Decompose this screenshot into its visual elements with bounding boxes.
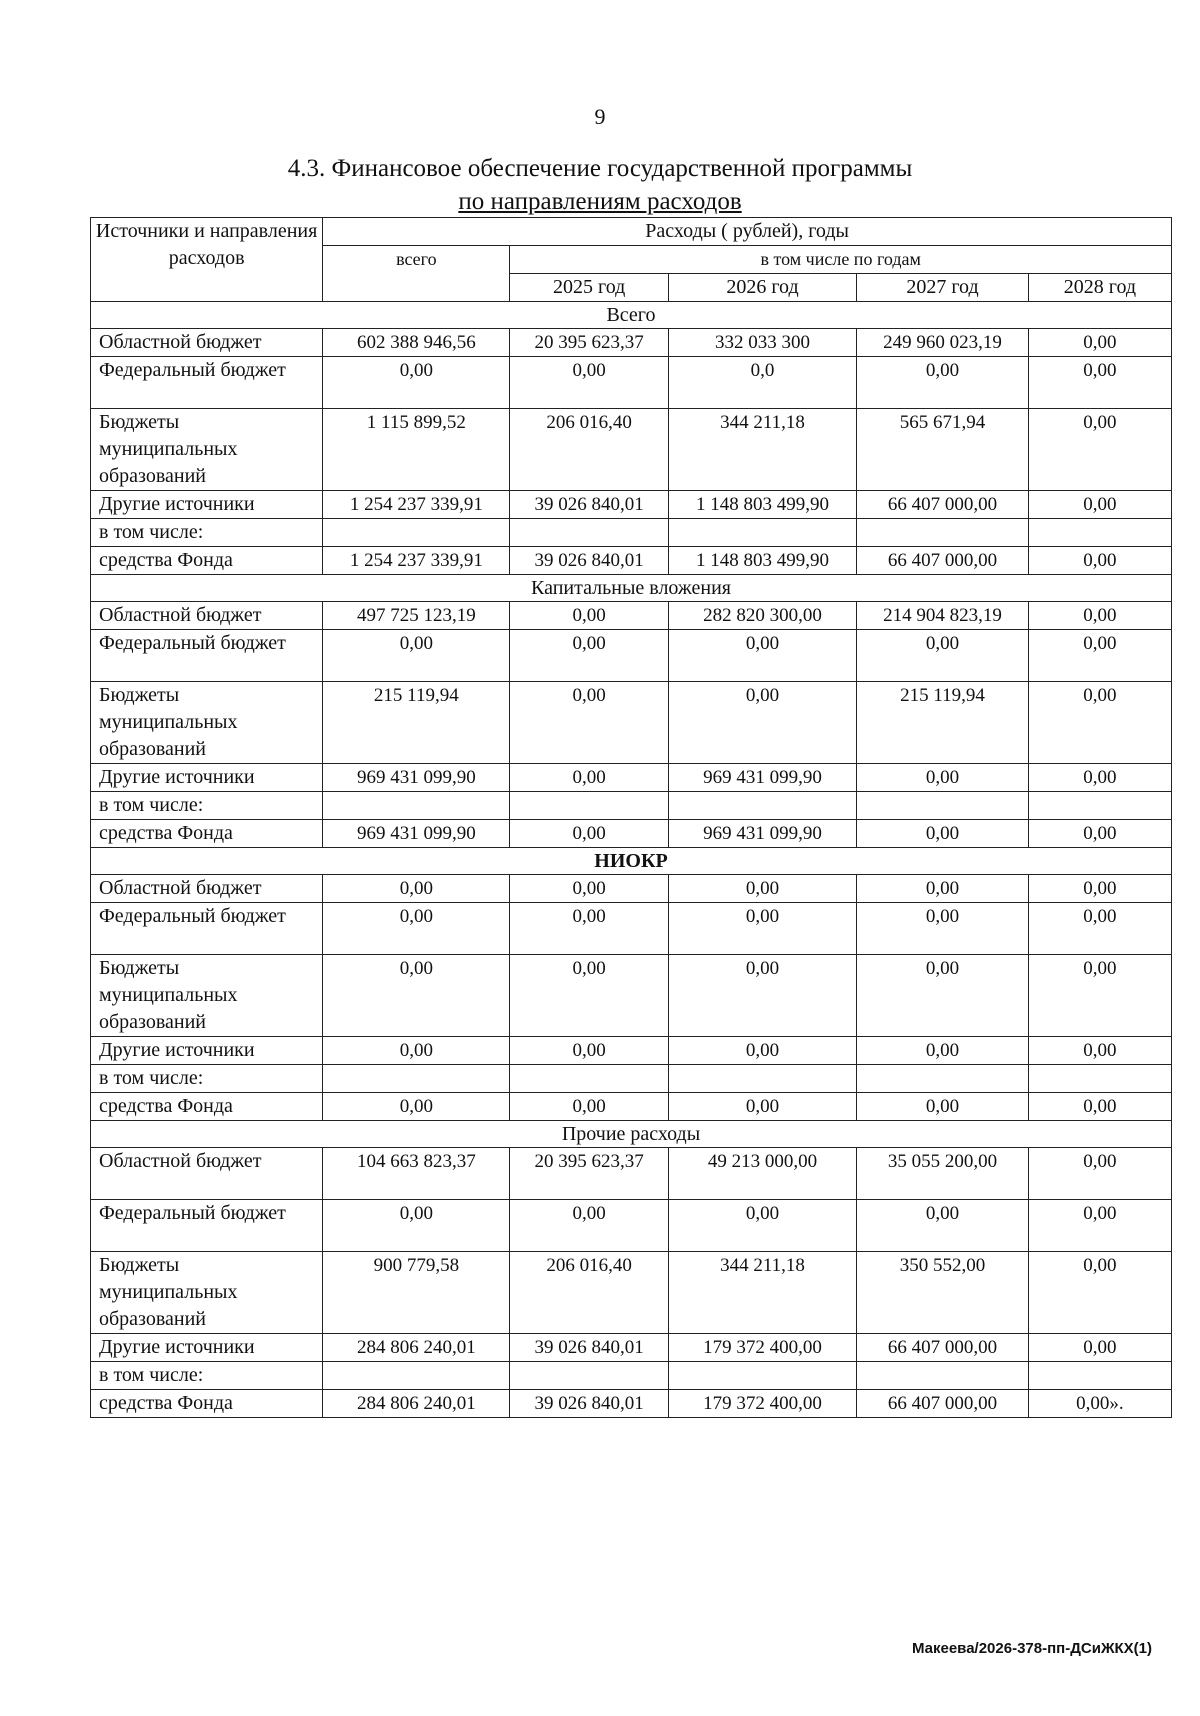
source-label: средства Фонда: [91, 820, 323, 848]
amount-cell: [323, 519, 510, 547]
amount-cell: 39 026 840,01: [510, 1334, 669, 1362]
header-sources: Источники и направления расходов: [91, 218, 323, 302]
source-label: в том числе:: [91, 519, 323, 547]
amount-cell: 0,00: [857, 820, 1029, 848]
amount-cell: 0,00: [668, 1037, 856, 1065]
source-label: Федеральный бюджет: [91, 1200, 323, 1252]
amount-cell: 0,00: [510, 1200, 669, 1252]
source-label: Федеральный бюджет: [91, 357, 323, 409]
amount-cell: 0,00: [323, 357, 510, 409]
table-row: [91, 1252, 1172, 1334]
amount-cell: [510, 792, 669, 820]
amount-cell: [510, 519, 669, 547]
amount-cell: 66 407 000,00: [857, 1390, 1029, 1418]
table-row: [91, 547, 1172, 575]
amount-cell: 602 388 946,56: [323, 329, 510, 357]
table-row: [91, 1065, 1172, 1093]
amount-cell: 179 372 400,00: [668, 1390, 856, 1418]
amount-cell: [1028, 519, 1171, 547]
amount-cell: 0,00: [1028, 875, 1171, 903]
amount-cell: 332 033 300: [668, 329, 856, 357]
source-label: Другие источники: [91, 764, 323, 792]
amount-cell: 0,00: [323, 875, 510, 903]
amount-cell: 0,00: [1028, 1037, 1171, 1065]
header-year: 2025 год: [510, 274, 669, 302]
source-label: в том числе:: [91, 1362, 323, 1390]
amount-cell: [323, 1362, 510, 1390]
amount-cell: 66 407 000,00: [857, 1334, 1029, 1362]
amount-cell: 0,00: [857, 357, 1029, 409]
amount-cell: 0,00: [1028, 1200, 1171, 1252]
amount-cell: 39 026 840,01: [510, 1390, 669, 1418]
amount-cell: 206 016,40: [510, 409, 669, 491]
source-label: Областной бюджет: [91, 875, 323, 903]
amount-cell: 0,00: [323, 1037, 510, 1065]
amount-cell: [323, 1065, 510, 1093]
amount-cell: 350 552,00: [857, 1252, 1029, 1334]
amount-cell: [1028, 1362, 1171, 1390]
table-body: [91, 302, 1172, 1418]
source-label: Областной бюджет: [91, 1148, 323, 1200]
table-row: [91, 820, 1172, 848]
table-row: [91, 491, 1172, 519]
table-row: [91, 357, 1172, 409]
amount-cell: [1028, 792, 1171, 820]
amount-cell: 66 407 000,00: [857, 491, 1029, 519]
amount-cell: 0,00: [857, 903, 1029, 955]
amount-cell: 0,00: [1028, 682, 1171, 764]
amount-cell: 969 431 099,90: [668, 820, 856, 848]
amount-cell: 0,00: [668, 1093, 856, 1121]
amount-cell: 0,00: [323, 630, 510, 682]
amount-cell: 0,00: [857, 875, 1029, 903]
amount-cell: [668, 792, 856, 820]
amount-cell: 969 431 099,90: [323, 764, 510, 792]
header-year: 2027 год: [857, 274, 1029, 302]
amount-cell: 0,00: [1028, 1252, 1171, 1334]
amount-cell: 0,00: [1028, 357, 1171, 409]
amount-cell: 35 055 200,00: [857, 1148, 1029, 1200]
page-number: 9: [594, 104, 606, 129]
table-row: [91, 682, 1172, 764]
section-title: Капитальные вложения: [91, 575, 1172, 602]
amount-cell: [857, 519, 1029, 547]
amount-cell: [668, 1362, 856, 1390]
amount-cell: 0,0: [668, 357, 856, 409]
table-row: [91, 875, 1172, 903]
amount-cell: 969 431 099,90: [323, 820, 510, 848]
source-label: средства Фонда: [91, 547, 323, 575]
section-title: НИОКР: [91, 848, 1172, 875]
amount-cell: 0,00: [510, 682, 669, 764]
amount-cell: 104 663 823,37: [323, 1148, 510, 1200]
amount-cell: 0,00: [323, 1093, 510, 1121]
amount-cell: 0,00: [510, 875, 669, 903]
amount-cell: [857, 792, 1029, 820]
section-header-row: [91, 302, 1172, 329]
amount-cell: 0,00: [857, 1037, 1029, 1065]
amount-cell: 0,00: [1028, 547, 1171, 575]
amount-cell: 0,00: [1028, 955, 1171, 1037]
source-label: Другие источники: [91, 1334, 323, 1362]
table-row: [91, 602, 1172, 630]
amount-cell: 344 211,18: [668, 1252, 856, 1334]
amount-cell: 0,00: [668, 630, 856, 682]
table-row: [91, 764, 1172, 792]
amount-cell: 0,00: [668, 875, 856, 903]
amount-cell: 249 960 023,19: [857, 329, 1029, 357]
table-row: [91, 409, 1172, 491]
section-title: Всего: [91, 302, 1172, 329]
amount-cell: 0,00: [857, 1200, 1029, 1252]
amount-cell: 20 395 623,37: [510, 329, 669, 357]
amount-cell: 1 148 803 499,90: [668, 491, 856, 519]
amount-cell: 1 254 237 339,91: [323, 547, 510, 575]
amount-cell: 0,00: [1028, 630, 1171, 682]
source-label: Областной бюджет: [91, 602, 323, 630]
source-label: Федеральный бюджет: [91, 903, 323, 955]
table-row: [91, 1362, 1172, 1390]
source-label: Бюджеты муниципальных образований: [91, 955, 323, 1037]
amount-cell: 969 431 099,90: [668, 764, 856, 792]
amount-cell: [510, 1362, 669, 1390]
amount-cell: 0,00: [1028, 491, 1171, 519]
section-header-row: [91, 1121, 1172, 1148]
amount-cell: 282 820 300,00: [668, 602, 856, 630]
amount-cell: 0,00: [668, 903, 856, 955]
amount-cell: [323, 792, 510, 820]
amount-cell: 0,00: [1028, 764, 1171, 792]
header-year: 2028 год: [1028, 274, 1171, 302]
amount-cell: [668, 1065, 856, 1093]
amount-cell: 0,00: [1028, 903, 1171, 955]
table-row: [91, 519, 1172, 547]
table-row: [91, 1037, 1172, 1065]
amount-cell: 0,00: [323, 955, 510, 1037]
table-row: [91, 329, 1172, 357]
source-label: Бюджеты муниципальных образований: [91, 1252, 323, 1334]
amount-cell: 0,00: [1028, 1093, 1171, 1121]
amount-cell: 1 115 899,52: [323, 409, 510, 491]
source-label: в том числе:: [91, 792, 323, 820]
amount-cell: 0,00: [510, 903, 669, 955]
source-label: средства Фонда: [91, 1093, 323, 1121]
header-by-years: в том числе по годам: [510, 246, 1172, 274]
amount-cell: 344 211,18: [668, 409, 856, 491]
amount-cell: 215 119,94: [857, 682, 1029, 764]
amount-cell: 0,00: [510, 357, 669, 409]
amount-cell: 0,00: [510, 820, 669, 848]
amount-cell: 0,00: [1028, 1148, 1171, 1200]
table-row: [91, 1148, 1172, 1200]
amount-cell: 179 372 400,00: [668, 1334, 856, 1362]
header-year: 2026 год: [668, 274, 856, 302]
amount-cell: 0,00: [857, 764, 1029, 792]
table-row: [91, 1200, 1172, 1252]
amount-cell: 0,00: [1028, 329, 1171, 357]
amount-cell: 497 725 123,19: [323, 602, 510, 630]
header-total: всего: [323, 246, 510, 302]
amount-cell: 214 904 823,19: [857, 602, 1029, 630]
amount-cell: 1 148 803 499,90: [668, 547, 856, 575]
financing-table: [90, 217, 1172, 1418]
amount-cell: [857, 1065, 1029, 1093]
title-line-1: 4.3. Финансовое обеспечение государственной программы: [287, 155, 913, 182]
amount-cell: 0,00: [857, 1093, 1029, 1121]
section-header-row: [91, 575, 1172, 602]
amount-cell: 0,00: [510, 630, 669, 682]
amount-cell: 0,00: [668, 955, 856, 1037]
amount-cell: 0,00: [668, 1200, 856, 1252]
amount-cell: 284 806 240,01: [323, 1390, 510, 1418]
amount-cell: 284 806 240,01: [323, 1334, 510, 1362]
source-label: Бюджеты муниципальных образований: [91, 682, 323, 764]
amount-cell: 39 026 840,01: [510, 547, 669, 575]
amount-cell: 215 119,94: [323, 682, 510, 764]
amount-cell: 0,00: [323, 1200, 510, 1252]
amount-cell: 0,00: [323, 903, 510, 955]
amount-cell: 1 254 237 339,91: [323, 491, 510, 519]
source-label: Другие источники: [91, 491, 323, 519]
table-row: [91, 792, 1172, 820]
amount-cell: 0,00: [1028, 820, 1171, 848]
amount-cell: [857, 1362, 1029, 1390]
source-label: в том числе:: [91, 1065, 323, 1093]
document-title: [240, 152, 960, 218]
amount-cell: [668, 519, 856, 547]
amount-cell: 0,00: [510, 1093, 669, 1121]
source-label: Областной бюджет: [91, 329, 323, 357]
amount-cell: 20 395 623,37: [510, 1148, 669, 1200]
table-row: [91, 1334, 1172, 1362]
amount-cell: 0,00: [510, 955, 669, 1037]
table-row: [91, 630, 1172, 682]
table-row: [91, 955, 1172, 1037]
source-label: Бюджеты муниципальных образований: [91, 409, 323, 491]
amount-cell: 66 407 000,00: [857, 547, 1029, 575]
source-label: Федеральный бюджет: [91, 630, 323, 682]
amount-cell: 0,00: [668, 682, 856, 764]
amount-cell: 0,00: [857, 630, 1029, 682]
amount-cell: 0,00: [510, 764, 669, 792]
section-title: Прочие расходы: [91, 1121, 1172, 1148]
source-label: Другие источники: [91, 1037, 323, 1065]
amount-cell: 0,00: [1028, 409, 1171, 491]
amount-cell: 206 016,40: [510, 1252, 669, 1334]
amount-cell: 0,00: [857, 955, 1029, 1037]
amount-cell: 0,00: [510, 602, 669, 630]
source-label: средства Фонда: [91, 1390, 323, 1418]
amount-cell: 49 213 000,00: [668, 1148, 856, 1200]
table-row: [91, 1390, 1172, 1418]
table-row: [91, 903, 1172, 955]
amount-cell: 900 779,58: [323, 1252, 510, 1334]
amount-cell: [1028, 1065, 1171, 1093]
amount-cell: 0,00: [510, 1037, 669, 1065]
section-header-row: [91, 848, 1172, 875]
amount-cell: 0,00: [1028, 602, 1171, 630]
header-expenses: Расходы ( рублей), годы: [323, 218, 1172, 246]
table-row: [91, 1093, 1172, 1121]
amount-cell: 565 671,94: [857, 409, 1029, 491]
amount-cell: 0,00».: [1028, 1390, 1171, 1418]
title-line-2: по направлениям расходов: [458, 188, 742, 215]
document-footer-ref: Макеева/2026-378-пп-ДСиЖКХ(1): [911, 1640, 1152, 1657]
amount-cell: 39 026 840,01: [510, 491, 669, 519]
amount-cell: [510, 1065, 669, 1093]
amount-cell: 0,00: [1028, 1334, 1171, 1362]
